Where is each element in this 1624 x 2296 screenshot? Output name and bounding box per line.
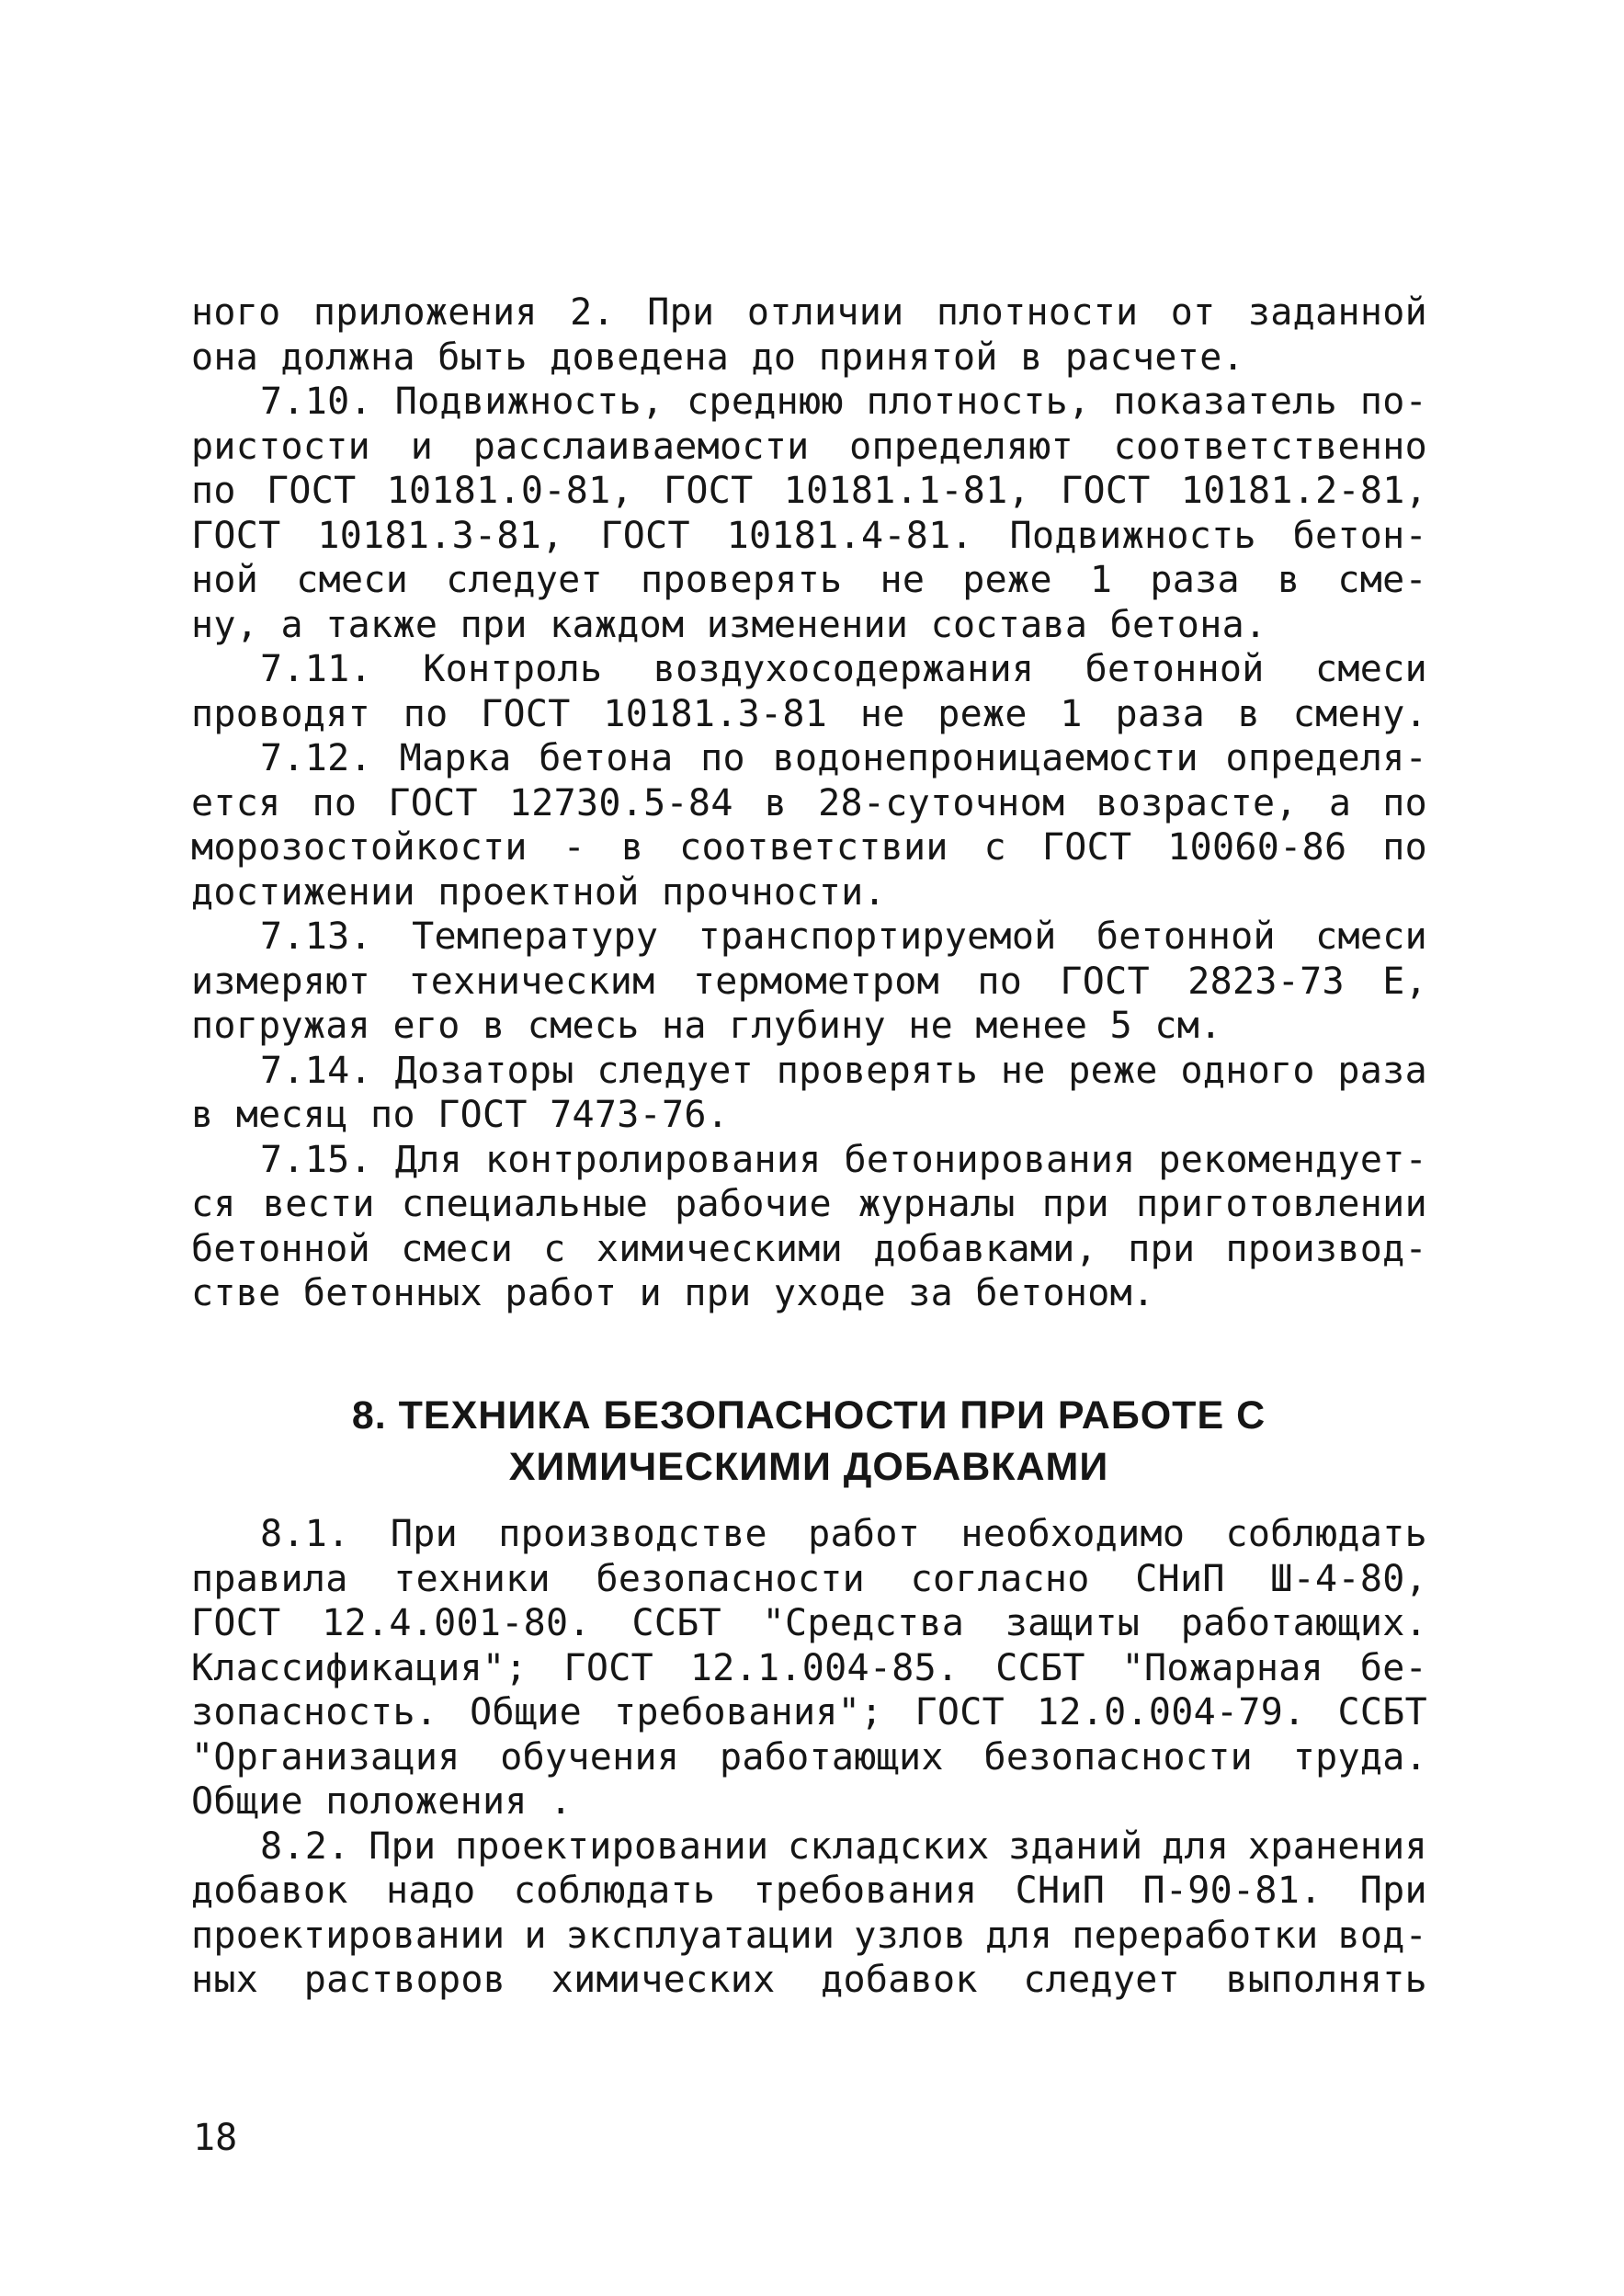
section-7-text — [191, 290, 1427, 1316]
section-8-heading-line-2: ХИМИЧЕСКИМИ ДОБАВКАМИ — [508, 1445, 1109, 1489]
text-line: достижении проектной прочности. — [191, 870, 886, 914]
text-line: бетонной смеси с химическими добавками, при производ- — [191, 1227, 1427, 1270]
text-line: морозостойкости - в соответствии с ГОСТ 10060-86 по — [191, 826, 1427, 869]
text-line: "Организация обучения работающих безопасности труда. — [191, 1735, 1427, 1779]
text-line: ГОСТ 10181.3-81, ГОСТ 10181.4-81. Подвижность бетон- — [191, 514, 1427, 557]
text-line: 7.15. Для контролирования бетонирования рекомендует- — [260, 1138, 1427, 1181]
text-line: 8.1. При производстве работ необходимо соблюдать — [260, 1513, 1427, 1555]
text-line: правила техники безопасности согласно СНиП Ш-4-80, — [191, 1557, 1427, 1600]
text-line: по ГОСТ 10181.0-81, ГОСТ 10181.1-81, ГОСТ 10181.2-81, — [191, 470, 1427, 512]
section-8-heading — [184, 1390, 1434, 1493]
text-line: 7.13. Температуру транспортируемой бетонной смеси — [260, 915, 1427, 958]
text-line: зопасность. Общие требования"; ГОСТ 12.0.004-79. ССБТ — [191, 1691, 1427, 1733]
page-number: 18 — [193, 2117, 238, 2159]
text-line: 8.2. При проектировании складских зданий для хранения — [260, 1824, 1427, 1868]
text-line: ся вести специальные рабочие журналы при приготовлении — [191, 1183, 1427, 1225]
text-line: ного приложения 2. При отличии плотности от заданной — [191, 291, 1427, 334]
text-line: ристости и расслаиваемости определяют соответственно — [191, 425, 1427, 468]
text-line: в месяц по ГОСТ 7473-76. — [191, 1094, 730, 1136]
text-line: ется по ГОСТ 12730.5-84 в 28-суточном возрасте, а по — [191, 781, 1427, 824]
text-line: Общие положения . — [191, 1780, 573, 1823]
section-8-text — [191, 1512, 1427, 2003]
text-line: Классификация"; ГОСТ 12.1.004-85. ССБТ "Пожарная бе- — [191, 1646, 1427, 1689]
text-line: проектировании и эксплуатации узлов для переработки вод- — [191, 1914, 1427, 1957]
text-line: 7.11. Контроль воздухосодержания бетонной смеси — [260, 648, 1427, 690]
text-line: 7.10. Подвижность, среднюю плотность, показатель по- — [260, 381, 1427, 423]
text-line: 7.12. Марка бетона по водонепроницаемости определя- — [260, 737, 1427, 779]
text-line: ну, а также при каждом изменении состава бетона. — [191, 603, 1267, 646]
section-8-heading-line-1: 8. ТЕХНИКА БЕЗОПАСНОСТИ ПРИ РАБОТЕ С — [351, 1393, 1266, 1438]
text-line: измеряют техническим термометром по ГОСТ 2823-73 Е, — [191, 960, 1427, 1003]
text-line: погружая его в смесь на глубину не менее 5 см. — [191, 1005, 1222, 1047]
text-line: 7.14. Дозаторы следует проверять не реже одного раза — [260, 1049, 1427, 1092]
text-line: она должна быть доведена до принятой в расчете. — [191, 335, 1244, 379]
text-line: ной смеси следует проверять не реже 1 раза в сме- — [191, 559, 1427, 601]
text-line: добавок надо соблюдать требования СНиП П-90-81. При — [191, 1870, 1427, 1912]
text-line: ГОСТ 12.4.001-80. ССБТ "Средства защиты работающих. — [191, 1602, 1427, 1644]
text-line: ных растворов химических добавок следует выполнять — [191, 1959, 1427, 2001]
text-line: проводят по ГОСТ 10181.3-81 не реже 1 раза в смену. — [191, 692, 1427, 735]
text-line: стве бетонных работ и при уходе за бетоном. — [191, 1272, 1155, 1314]
